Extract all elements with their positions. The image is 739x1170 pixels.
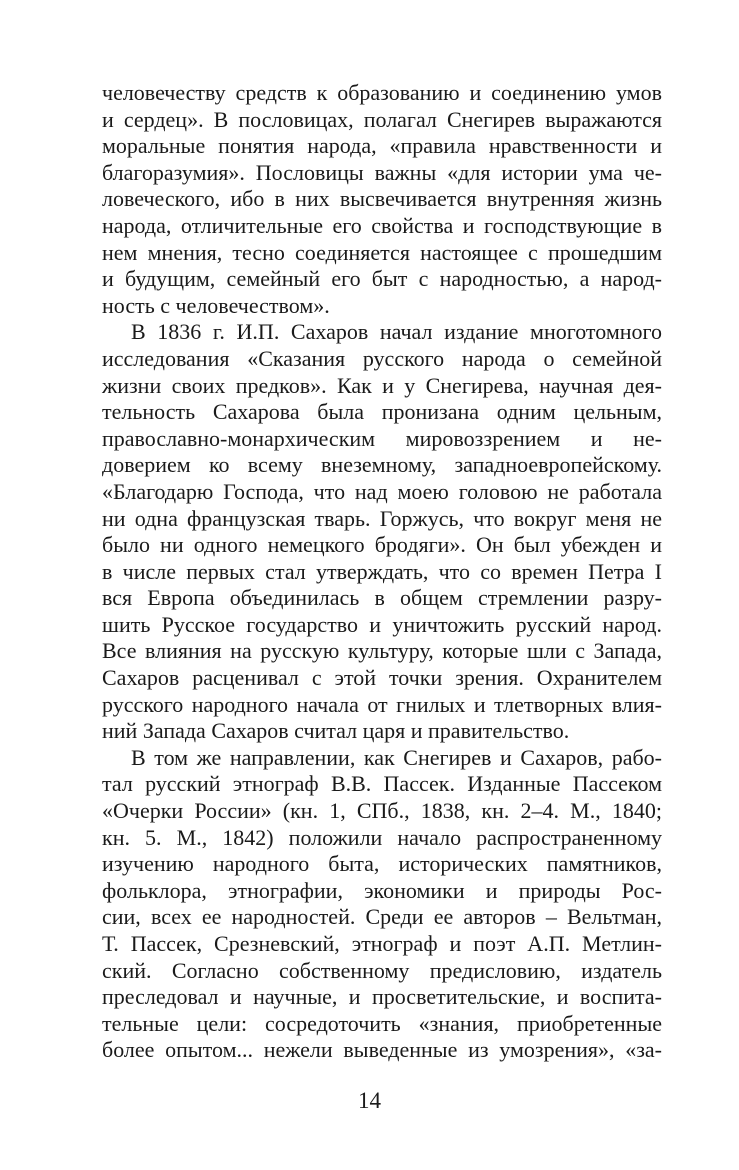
text-line: человечеству средств к образованию и соединению умов <box>102 80 662 105</box>
text-line: вся Европа объединилась в общем стремлении разру- <box>102 585 662 611</box>
text-line: ский. Согласно собственному предисловию, издатель <box>102 957 662 983</box>
text-line: шить Русское государство и уничтожить русский народ. <box>102 611 662 637</box>
text-line: благоразумия». Пословицы важны «для истории ума че- <box>102 159 662 185</box>
text-line: Т. Пассек, Срезневский, этнограф и поэт А.П. Метлин- <box>102 931 662 956</box>
text-line: народа, отличительные его свойства и господствующие в <box>102 212 662 238</box>
text-line: тал русский этнограф В.В. Пассек. Изданные Пассеком <box>102 771 662 797</box>
page-number: 14 <box>358 1088 381 1113</box>
text-line: в числе первых стал утверждать, что со времен Петра I <box>102 558 662 584</box>
text-line: «Очерки России» (кн. 1, СПб., 1838, кн. 2–4. М., 1840; <box>102 798 662 824</box>
text-line: исследования «Сказания русского народа о семейной <box>102 345 662 371</box>
text-line: В том же направлении, как Снегирев и Сахаров, рабо- <box>131 744 662 770</box>
text-line: более опытом... нежели выведенные из умозрения», «за- <box>102 1037 662 1063</box>
text-line: «Благодарю Господа, что над моею головою не работала <box>102 478 662 504</box>
text-line: Сахаров расценивал с этой точки зрения. Охранителем <box>102 665 662 691</box>
text-line: и сердец». В пословицах, полагал Снегирев выражаются <box>102 106 662 132</box>
text-line: доверием ко всему внеземному, западноевропейскому. <box>102 452 662 478</box>
text-line: изучению народного быта, исторических памятников, <box>102 851 662 877</box>
text-line: фольклора, этнографии, экономики и природы Рос- <box>102 877 662 903</box>
body-text <box>102 80 662 1064</box>
text-line: кн. 5. М., 1842) положили начало распространенному <box>102 824 662 850</box>
text-line: нем мнения, тесно соединяется настоящее с прошедшим <box>102 239 662 265</box>
text-line: ний Запада Сахаров считал царя и правительство. <box>102 718 570 744</box>
text-line: ни одна французская тварь. Горжусь, что вокруг меня не <box>102 505 662 531</box>
text-line: моральные понятия народа, «правила нравственности и <box>102 133 662 159</box>
text-line: ловеческого, ибо в них высвечивается внутренняя жизнь <box>102 186 662 212</box>
text-line: тельные цели: сосредоточить «знания, приобретенные <box>102 1010 662 1036</box>
text-line: и будущим, семейный его быт с народностью, а народ- <box>102 266 662 292</box>
text-line: жизни своих предков». Как и у Снегирева, научная дея- <box>102 372 662 398</box>
text-line: преследовал и научные, и просветительские, и воспита- <box>102 984 662 1010</box>
text-line: православно-монархическим мировоззрением и не- <box>102 425 662 451</box>
text-line: тельность Сахарова была пронизана одним цельным, <box>102 399 662 425</box>
text-line: русского народного начала от гнилых и тлетворных влия- <box>102 691 662 717</box>
text-line: было ни одного немецкого бродяги». Он был убежден и <box>102 532 662 558</box>
text-line: сии, всех ее народностей. Среди ее авторов – Вельтман, <box>102 904 662 930</box>
text-line: Все влияния на русскую культуру, которые шли с Запада, <box>102 638 662 664</box>
text-line: В 1836 г. И.П. Сахаров начал издание многотомного <box>131 319 662 345</box>
text-line: ность с человечеством». <box>102 292 330 318</box>
